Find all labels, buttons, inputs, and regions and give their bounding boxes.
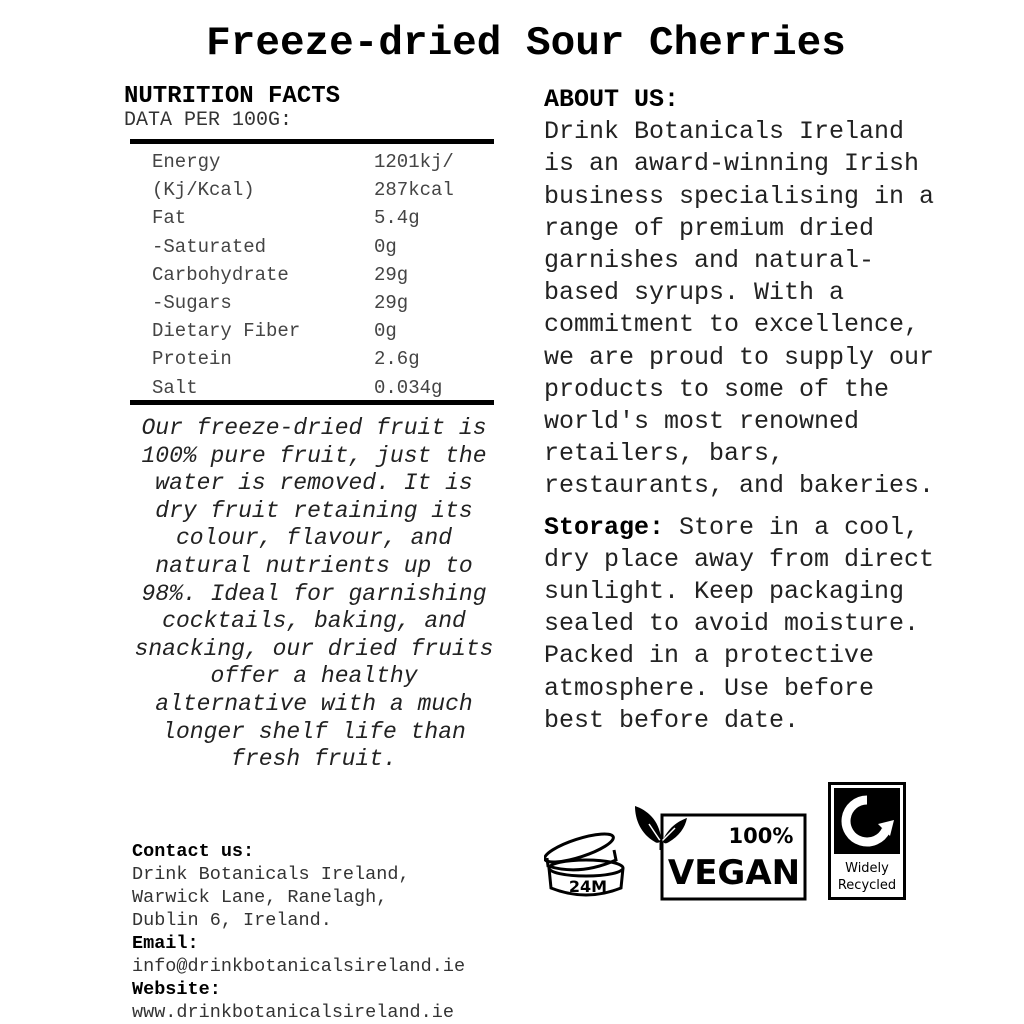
- nutrient-value: 287kcal: [374, 179, 454, 202]
- vegan-word: VEGAN: [667, 853, 801, 893]
- pao-jar-icon: [544, 822, 630, 902]
- address-line: Warwick Lane, Ranelagh,: [132, 887, 388, 908]
- nutrient-value: 0g: [374, 235, 397, 258]
- nutrient-name: Fat: [152, 207, 187, 230]
- nutrition-heading: NUTRITION FACTS: [124, 83, 341, 110]
- email-address: info@drinkbotanicalsireland.ie: [132, 956, 466, 977]
- nutrition-row: [130, 374, 494, 402]
- nutrient-value: 0g: [374, 320, 397, 343]
- recycle-label-icon: [828, 782, 906, 900]
- address-line: Drink Botanicals Ireland,: [132, 864, 410, 885]
- nutrient-name: Protein: [152, 348, 232, 371]
- nutrient-value: 29g: [374, 292, 409, 315]
- nutrition-row: [130, 345, 494, 373]
- product-title: Freeze-dried Sour Cherries: [206, 21, 846, 67]
- nutrition-row: [130, 233, 494, 261]
- address-line: Dublin 6, Ireland.: [132, 910, 332, 931]
- vegan-percent: 100%: [728, 824, 794, 848]
- recycle-line-1: Widely: [845, 861, 889, 876]
- website-label: Website:: [132, 979, 221, 1000]
- contact-block: [132, 840, 512, 1024]
- nutrition-row: [130, 317, 494, 345]
- nutrient-name: Dietary Fiber: [152, 320, 301, 343]
- nutrient-name: -Sugars: [152, 292, 232, 315]
- nutrient-name: Energy: [152, 151, 221, 174]
- website-address: www.drinkbotanicalsireland.ie: [132, 1002, 454, 1023]
- storage-text: Store in a cool, dry place away from direct sunlight. Keep packaging sealed to avoid moisture. Packed in a protective atmosphere. Use before best before date.: [544, 512, 935, 735]
- product-description: Our freeze-dried fruit is 100% pure fruit, just the water is removed. It is dry fruit retaining its colour, flavour, and natural nutrients up to 98%. Ideal for garnishing cocktails, baking, and snacking, our dried fruits offer a healthy alternative with a much longer shelf life than fresh fruit.: [134, 415, 494, 773]
- recycle-line-2: Recycled: [837, 878, 897, 893]
- nutrition-row: [130, 204, 494, 232]
- about-text: Drink Botanicals Ireland is an award-winning Irish business specialising in a range of premium dried garnishes and natural-based syrups. With a commitment to excellence, we are proud to supply our products to some of the world's most renowned retailers, bars, restaurants, and bakeries.: [544, 117, 935, 501]
- nutrient-value: 5.4g: [374, 207, 420, 230]
- nutrition-row: [130, 176, 494, 204]
- nutrient-value: 0.034g: [374, 376, 443, 399]
- nutrient-name: -Saturated: [152, 235, 267, 258]
- vegan-badge-icon: [633, 804, 809, 902]
- nutrition-row: [130, 148, 494, 176]
- storage-label: Storage:: [544, 512, 665, 542]
- right-column: [544, 84, 944, 737]
- nutrition-row: [130, 289, 494, 317]
- nutrition-subheading: DATA PER 100G:: [124, 109, 293, 132]
- nutrition-row: [130, 261, 494, 289]
- nutrient-name: Salt: [152, 376, 198, 399]
- nutrition-table: [130, 139, 494, 405]
- email-label: Email:: [132, 933, 199, 954]
- about-heading: ABOUT US:: [544, 85, 680, 114]
- pao-label: 24M: [568, 877, 608, 896]
- storage-block: [544, 512, 944, 737]
- nutrient-name: (Kj/Kcal): [152, 179, 255, 202]
- contact-label: Contact us:: [132, 841, 255, 862]
- nutrient-value: 1201kj/: [374, 151, 454, 174]
- nutrient-value: 2.6g: [374, 348, 420, 371]
- nutrient-name: Carbohydrate: [152, 263, 289, 286]
- nutrient-value: 29g: [374, 263, 409, 286]
